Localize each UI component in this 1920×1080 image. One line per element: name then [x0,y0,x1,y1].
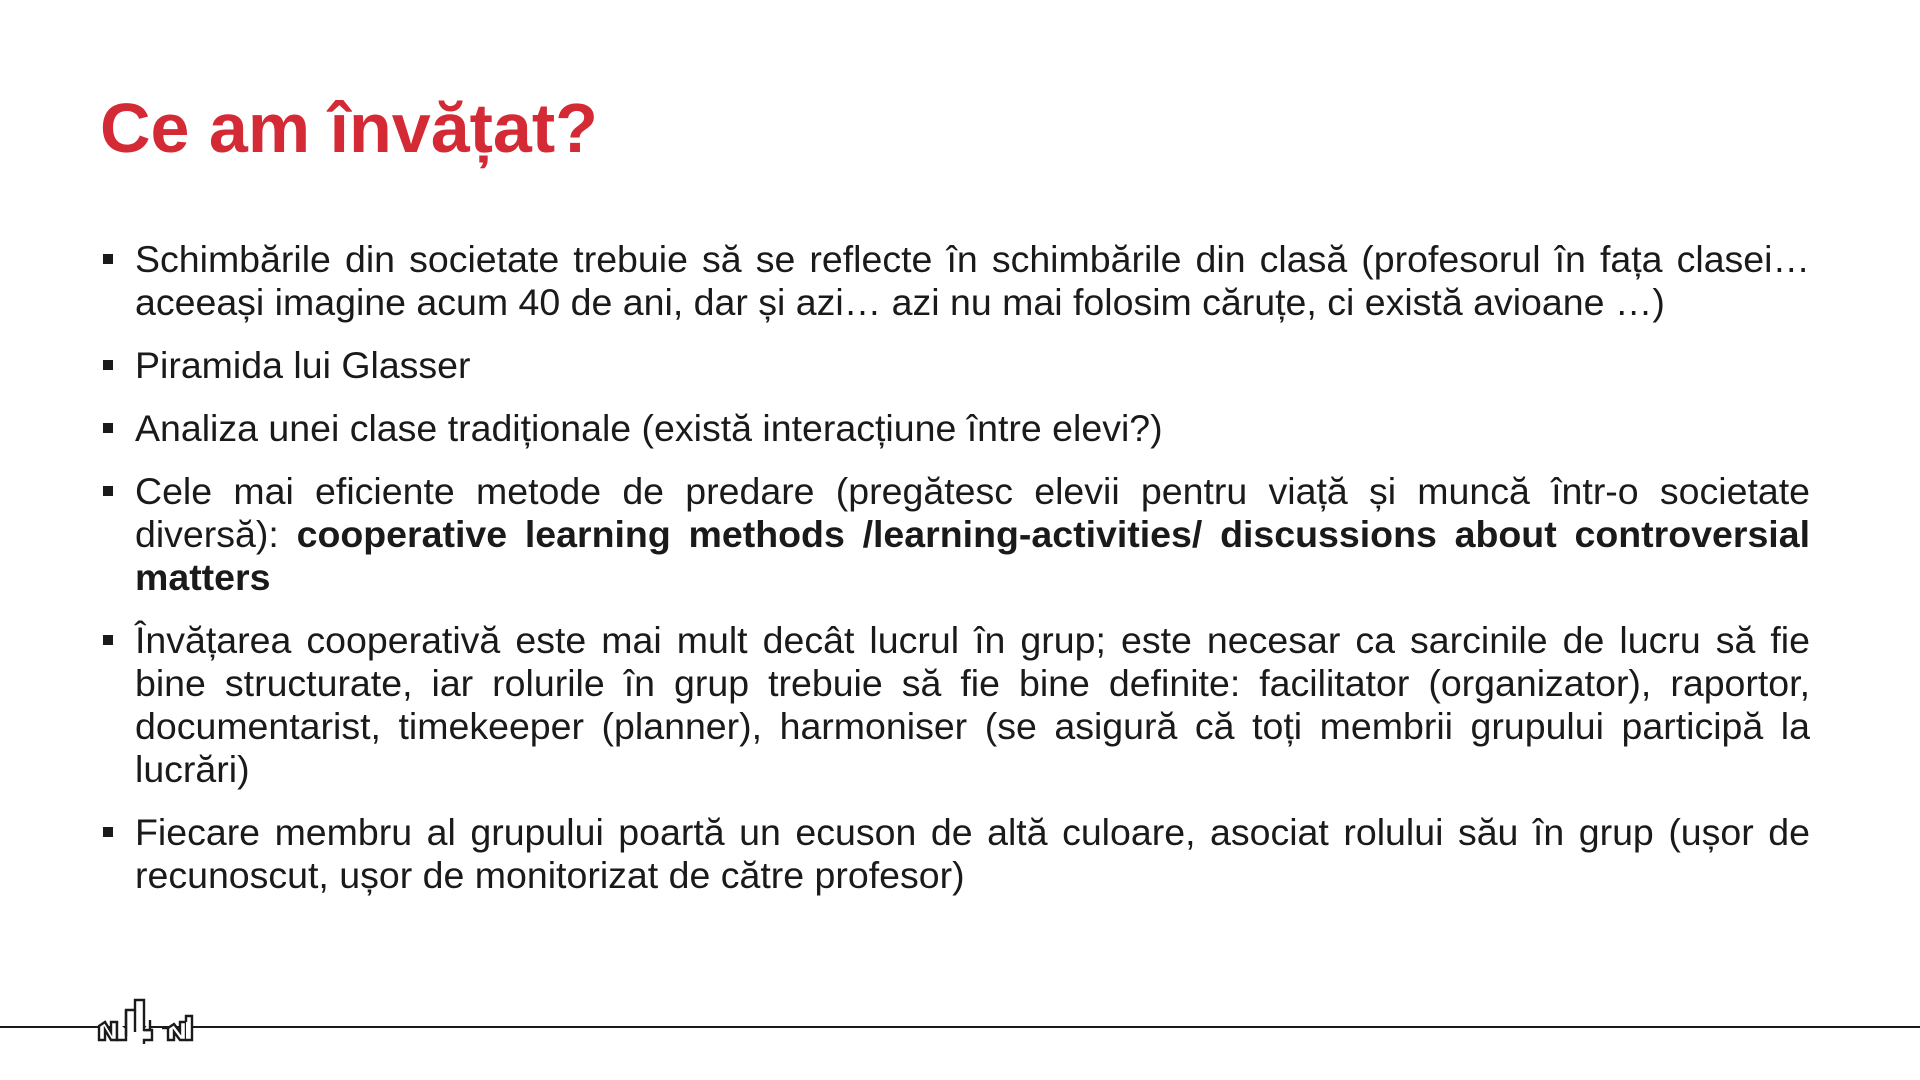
square-bullet-icon [103,827,113,837]
bullet-text: Piramida lui Glasser [135,344,471,386]
bullet-text: Cele mai eficiente metode de predare (pregătesc elevii pentru viață și muncă într-o societate diversă): [135,470,1810,555]
square-bullet-icon [103,635,113,645]
bullet-item [100,344,1810,387]
footer-divider [0,1026,1920,1028]
bullet-text: Fiecare membru al grupului poartă un ecuson de altă culoare, asociat rolului său în grup (ușor de recunoscut, ușor de monitorizat de către profesor) [135,811,1810,896]
bullet-item [100,470,1810,599]
square-bullet-icon [103,423,113,433]
bullet-item [100,407,1810,450]
square-bullet-icon [103,360,113,370]
bullet-text: Schimbările din societate trebuie să se reflecte în schimbările din clasă (profesorul în fața clasei… aceeași imagine acum 40 de ani, dar și azi… azi nu mai folosim căruțe, ci există avioane …) [135,238,1810,323]
bullet-item [100,811,1810,897]
bullet-item [100,619,1810,791]
square-bullet-icon [103,254,113,264]
bullet-bold-text: cooperative learning methods /learning-activities/ discussions about controversial matters [135,513,1810,598]
bullet-item [100,238,1810,324]
bullet-text: Analiza unei clase tradiționale (există interacțiune între elevi?) [135,407,1163,449]
slide-title: Ce am învățat? [100,89,598,167]
square-bullet-icon [103,486,113,496]
bullet-text: Învățarea cooperativă este mai mult decât lucrul în grup; este necesar ca sarcinile de lucru să fie bine structurate, iar rolurile în grup trebuie să fie bine definite: facilitator (organizator), raportor, documentarist, timekeeper (planner), harmoniser (se asigură că toți membrii grupului participă la lucrări) [135,619,1810,790]
bullet-list [100,238,1810,917]
building-skyline-logo-icon [96,988,236,1048]
